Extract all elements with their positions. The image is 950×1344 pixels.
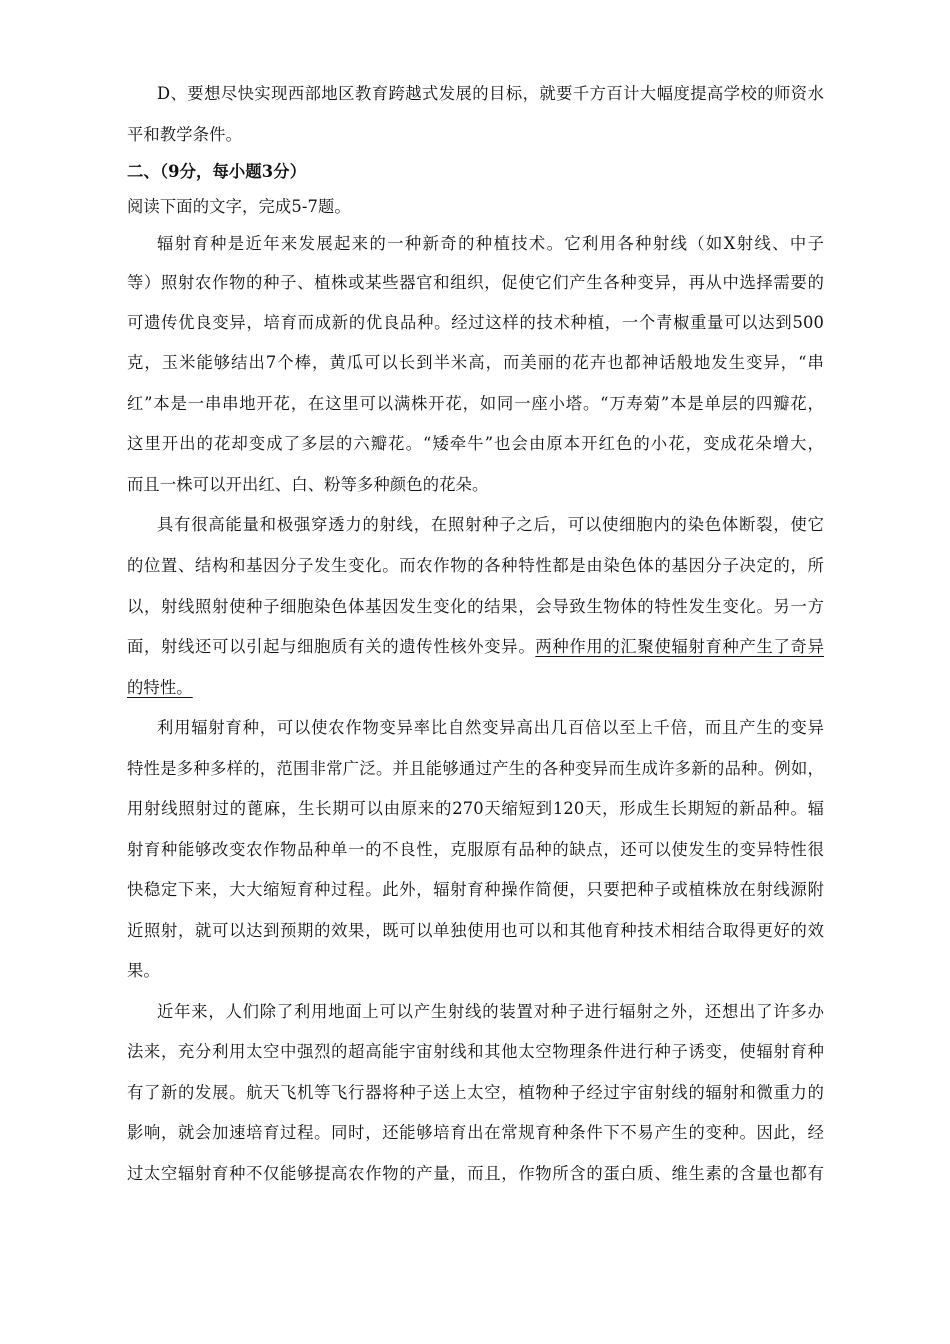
option-d-line-1: D、要想尽快实现西部地区教育跨越式发展的目标，就要千方百计大幅度提高学校的师资水 xyxy=(157,84,824,103)
passage-p4-line-3: 有了新的发展。航天飞机等飞行器将种子送上太空，植物种子经过宇宙射线的辐射和微重力的 xyxy=(127,1083,824,1102)
passage-p3-line-6: 近照射，就可以达到预期的效果，既可以单独使用也可以和其他育种技术相结合取得更好的效 xyxy=(127,921,824,940)
passage-p2-line-4 xyxy=(127,637,824,657)
passage-p3-line-1: 利用辐射育种，可以使农作物变异率比自然变异高出几百倍以至上千倍，而且产生的变异 xyxy=(157,718,824,737)
passage-p4-line-5: 过太空辐射育种不仅能够提高农作物的产量，而且，作物所含的蛋白质、维生素的含量也都有 xyxy=(127,1164,824,1183)
passage-p2-line-3: 以，射线照射使种子细胞染色体基因发生变化的结果，会导致生物体的特性发生变化。另一方 xyxy=(127,597,824,616)
passage-p4-line-4: 影响，就会加速培育过程。同时，还能够培育出在常规育种条件下不易产生的变种。因此，经 xyxy=(127,1123,824,1142)
section-two-instruction: 阅读下面的文字，完成5-7题。 xyxy=(127,197,351,216)
passage-p2-plain-text: 面，射线还可以引起与细胞质有关的遗传性核外变异。 xyxy=(127,637,536,656)
passage-p3-line-7: 果。 xyxy=(127,961,160,980)
passage-p1-line-3: 可遗传优良变异，培育而成新的优良品种。经过这样的技术种植，一个青椒重量可以达到500 xyxy=(127,313,824,332)
passage-p4-line-2: 法来，充分利用太空中强烈的超高能宇宙射线和其他太空物理条件进行种子诱变，使辐射育种 xyxy=(127,1042,824,1061)
passage-p3-line-5: 快稳定下来，大大缩短育种过程。此外，辐射育种操作简便，只要把种子或植株放在射线源附 xyxy=(127,880,824,899)
option-d-line-2: 平和教学条件。 xyxy=(127,125,243,144)
passage-p3-line-3: 用射线照射过的蓖麻，生长期可以由原来的270天缩短到120天，形成生长期短的新品种。辐 xyxy=(127,799,824,818)
passage-p2-line-1: 具有很高能量和极强穿透力的射线，在照射种子之后，可以使细胞内的染色体断裂，使它 xyxy=(157,515,824,534)
passage-p4-line-1: 近年来，人们除了利用地面上可以产生射线的装置对种子进行辐射之外，还想出了许多办 xyxy=(157,1002,824,1021)
passage-p1-line-2: 等）照射农作物的种子、植株或某些器官和组织，促使它们产生各种变异，再从中选择需要的 xyxy=(127,273,824,292)
passage-p2-line-2: 的位置、结构和基因分子发生变化。而农作物的各种特性都是由染色体的基因分子决定的，所 xyxy=(127,556,824,575)
passage-p1-line-7: 而且一株可以开出红、白、粉等多种颜色的花朵。 xyxy=(127,475,489,494)
passage-p3-line-4: 射育种能够改变农作物品种单一的不良性，克服原有品种的缺点，还可以使发生的变异特性很 xyxy=(127,840,824,859)
underlined-sentence-tail: 的特性。 xyxy=(127,678,193,697)
passage-p1-line-4: 克，玉米能够结出7个棒，黄瓜可以长到半米高，而美丽的花卉也都神话般地发生变异，“串 xyxy=(127,353,824,372)
passage-p3-line-2: 特性是多种多样的，范围非常广泛。并且能够通过产生的各种变异而生成许多新的品种。例如， xyxy=(127,759,824,778)
section-two-heading: 二、（9分，每小题3分） xyxy=(127,162,307,181)
passage-p1-line-5: 红”本是一串串地开花，在这里可以满株开花，如同一座小塔。“万寿菊”本是单层的四瓣花， xyxy=(127,394,824,413)
passage-p1-line-6: 这里开出的花却变成了多层的六瓣花。“矮牵牛”也会由原本开红色的小花，变成花朵增大， xyxy=(127,434,824,453)
passage-p1-line-1: 辐射育种是近年来发展起来的一种新奇的种植技术。它利用各种射线（如X射线、中子 xyxy=(157,234,824,253)
underlined-sentence: 两种作用的汇聚使辐射育种产生了奇异 xyxy=(535,637,824,656)
